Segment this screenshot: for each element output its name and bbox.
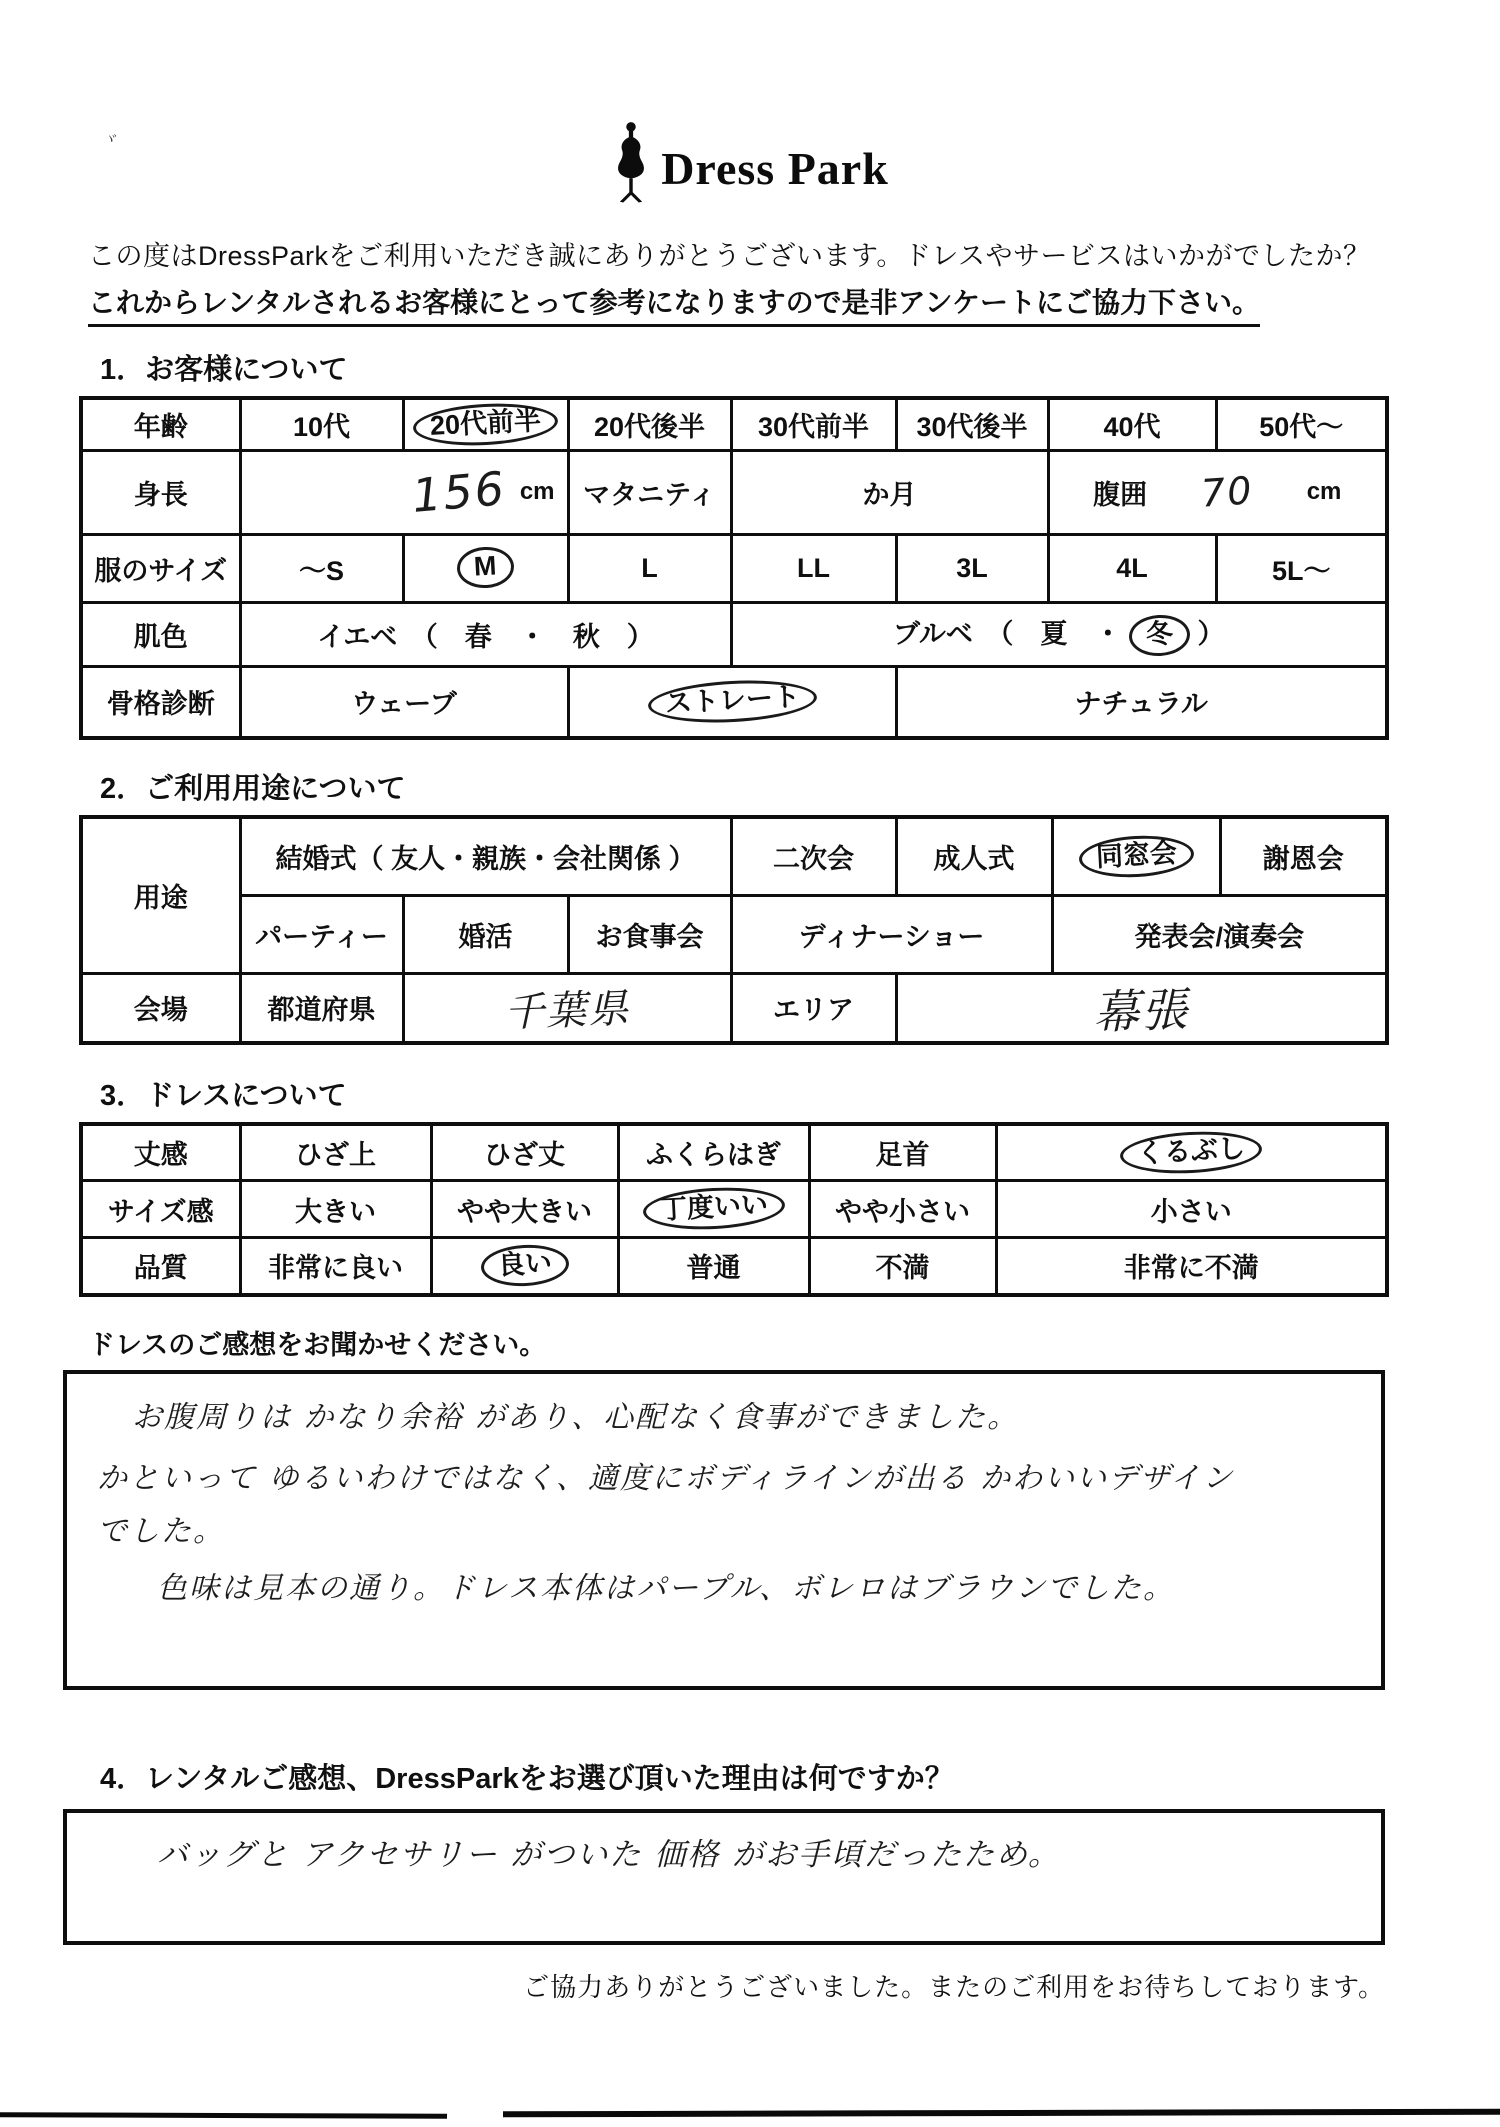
prefecture-handwritten-value: 千葉県 (503, 985, 631, 1037)
intro-line: この度はDressParkをご利用いただき誠にありがとうございます。ドレスやサービスはいかがでしたか？ (88, 241, 1371, 271)
survey-request-line: これからレンタルされるお客様にとって参考になりますので是非アンケートにご協力下さい。 (88, 281, 1260, 327)
selection-circle: M (456, 546, 515, 590)
quality-option: 非常に良い (240, 1238, 431, 1295)
age-option: 30代前半 (731, 398, 896, 450)
fit-option: 大きい (240, 1181, 431, 1238)
quality-label: 品質 (81, 1238, 240, 1295)
skin-yellow-base-option: イエベ （ 春 ・ 秋 ） (240, 602, 731, 666)
size-option: 3L (896, 534, 1048, 602)
age-option: 50代～ (1216, 398, 1387, 450)
length-label: 丈感 (81, 1124, 240, 1181)
selection-circle: くるぶし (1119, 1128, 1263, 1176)
dress-table (79, 1122, 1389, 1297)
feedback-handwritten-line: かといって ゆるいわけではなく、適度にボディラインが出る かわいいデザイン (97, 1460, 1235, 1496)
length-option: 足首 (809, 1124, 996, 1181)
age-option: 20代後半 (568, 398, 731, 450)
usage-option: ディナーショー (731, 895, 1052, 973)
selection-circle: ストレート (647, 677, 818, 727)
skeleton-option-selected (568, 666, 896, 738)
size-option: ～S (240, 534, 403, 602)
selection-circle: 丁度いい (642, 1185, 786, 1233)
footer (63, 1967, 1385, 2004)
usage-option: お食事会 (568, 895, 731, 973)
waist-unit: cm (1306, 478, 1342, 505)
length-option: ふくらはぎ (618, 1124, 809, 1181)
scan-artifact-line (0, 2112, 447, 2119)
skin-blue-suffix: ） (1197, 618, 1225, 649)
quality-option: 非常に不満 (996, 1238, 1387, 1295)
section3-title: 3．ドレスについて (100, 1079, 347, 1112)
height-value-cell (240, 450, 568, 534)
height-label: 身長 (81, 450, 240, 534)
venue-label: 会場 (81, 973, 240, 1043)
fit-label: サイズ感 (81, 1181, 240, 1238)
size-option: L (568, 534, 731, 602)
usage-option: 成人式 (896, 817, 1052, 895)
height-unit: cm (519, 478, 555, 505)
brand-name: Dress Park (661, 143, 889, 194)
age-label: 年齢 (81, 398, 240, 450)
usage-option: 発表会/演奏会 (1052, 895, 1387, 973)
section4-title: 4．レンタルご感想、DressParkをお選び頂いた理由は何ですか？ (100, 1762, 954, 1795)
size-option: LL (731, 534, 896, 602)
length-option-selected (996, 1124, 1387, 1181)
age-option: 40代 (1048, 398, 1216, 450)
skin-tone-row (81, 602, 1387, 666)
reason-answer-box (63, 1809, 1385, 1945)
skin-blue-prefix: ブルベ （ 夏 ・ (893, 618, 1122, 649)
selection-circle: 良い (479, 1243, 569, 1289)
area-value-cell (896, 973, 1387, 1043)
length-option: ひざ丈 (431, 1124, 618, 1181)
skeleton-label: 骨格診断 (81, 666, 240, 738)
prefecture-label: 都道府県 (240, 973, 403, 1043)
length-option: ひざ上 (240, 1124, 431, 1181)
dress-mannequin-icon (611, 120, 651, 206)
size-option-selected (403, 534, 568, 602)
skin-tone-label: 肌色 (81, 602, 240, 666)
scan-artifact-line (503, 2109, 1500, 2118)
size-option: 5L～ (1216, 534, 1387, 602)
height-row (81, 450, 1387, 534)
scan-speck: ヾ (100, 129, 120, 150)
prefecture-value-cell (403, 973, 731, 1043)
brand-logo (0, 120, 1500, 206)
maternity-label: マタニティ (568, 450, 731, 534)
area-handwritten-value: 幕張 (1092, 981, 1191, 1040)
feedback-answer-box (63, 1370, 1385, 1690)
feedback-heading: ドレスのご感想をお聞かせください。 (88, 1329, 547, 1360)
venue-row (81, 973, 1387, 1043)
waist-label: 腹囲 (1093, 479, 1148, 510)
usage-option-selected (1052, 817, 1220, 895)
skin-blue-base-option (731, 602, 1387, 666)
closing-thanks: ご協力ありがとうございました。またのご利用をお待ちしております。 (523, 1971, 1385, 2002)
area-label: エリア (731, 973, 896, 1043)
fit-row (81, 1181, 1387, 1238)
skeleton-option: ウェーブ (240, 666, 568, 738)
months-label: か月 (731, 450, 1048, 534)
skeleton-row (81, 666, 1387, 738)
waist-handwritten-value: 70 (1199, 468, 1255, 516)
customer-table (79, 396, 1389, 740)
age-option: 10代 (240, 398, 403, 450)
usage-row-1 (81, 817, 1387, 895)
usage-option: 二次会 (731, 817, 896, 895)
feedback-handwritten-line: お腹周りは かなり余裕 があり、心配なく食事ができました。 (132, 1399, 1020, 1435)
fit-option: やや大きい (431, 1181, 618, 1238)
reason-handwritten-line: バッグと アクセサリー がついた 価格 がお手頃だったため。 (157, 1836, 1061, 1873)
clothing-size-row (81, 534, 1387, 602)
fit-option-selected (618, 1181, 809, 1238)
age-row (81, 398, 1387, 450)
size-option: 4L (1048, 534, 1216, 602)
usage-option: 婚活 (403, 895, 568, 973)
fit-option: 小さい (996, 1181, 1387, 1238)
intro-block (88, 234, 1500, 327)
usage-label: 用途 (81, 817, 240, 973)
usage-option: パーティー (240, 895, 403, 973)
clothing-size-label: 服のサイズ (81, 534, 240, 602)
selection-circle: 冬 (1128, 613, 1191, 657)
fit-option: やや小さい (809, 1181, 996, 1238)
usage-table (79, 815, 1389, 1045)
usage-option: 結婚式（ 友人・親族・会社関係 ） (240, 817, 731, 895)
usage-row-2 (81, 895, 1387, 973)
feedback-handwritten-line: 色味は見本の通り。ドレス本体はパープル、ボレロはブラウンでした。 (157, 1570, 1175, 1606)
skeleton-option: ナチュラル (896, 666, 1387, 738)
section2-title: 2．ご利用用途について (100, 773, 406, 805)
quality-option: 不満 (809, 1238, 996, 1295)
usage-option: 謝恩会 (1220, 817, 1387, 895)
feedback-handwritten-line: でした。 (97, 1513, 225, 1549)
length-row (81, 1124, 1387, 1181)
waist-cell (1048, 450, 1387, 534)
age-option-selected (403, 398, 568, 450)
age-option: 30代後半 (896, 398, 1048, 450)
section1-title: 1．お客様について (100, 354, 348, 386)
height-handwritten-value: 156 (409, 461, 508, 523)
selection-circle: 同窓会 (1078, 833, 1195, 880)
quality-option: 普通 (618, 1238, 809, 1295)
quality-row (81, 1238, 1387, 1295)
selection-circle: 20代前半 (412, 400, 559, 449)
quality-option-selected (431, 1238, 618, 1295)
